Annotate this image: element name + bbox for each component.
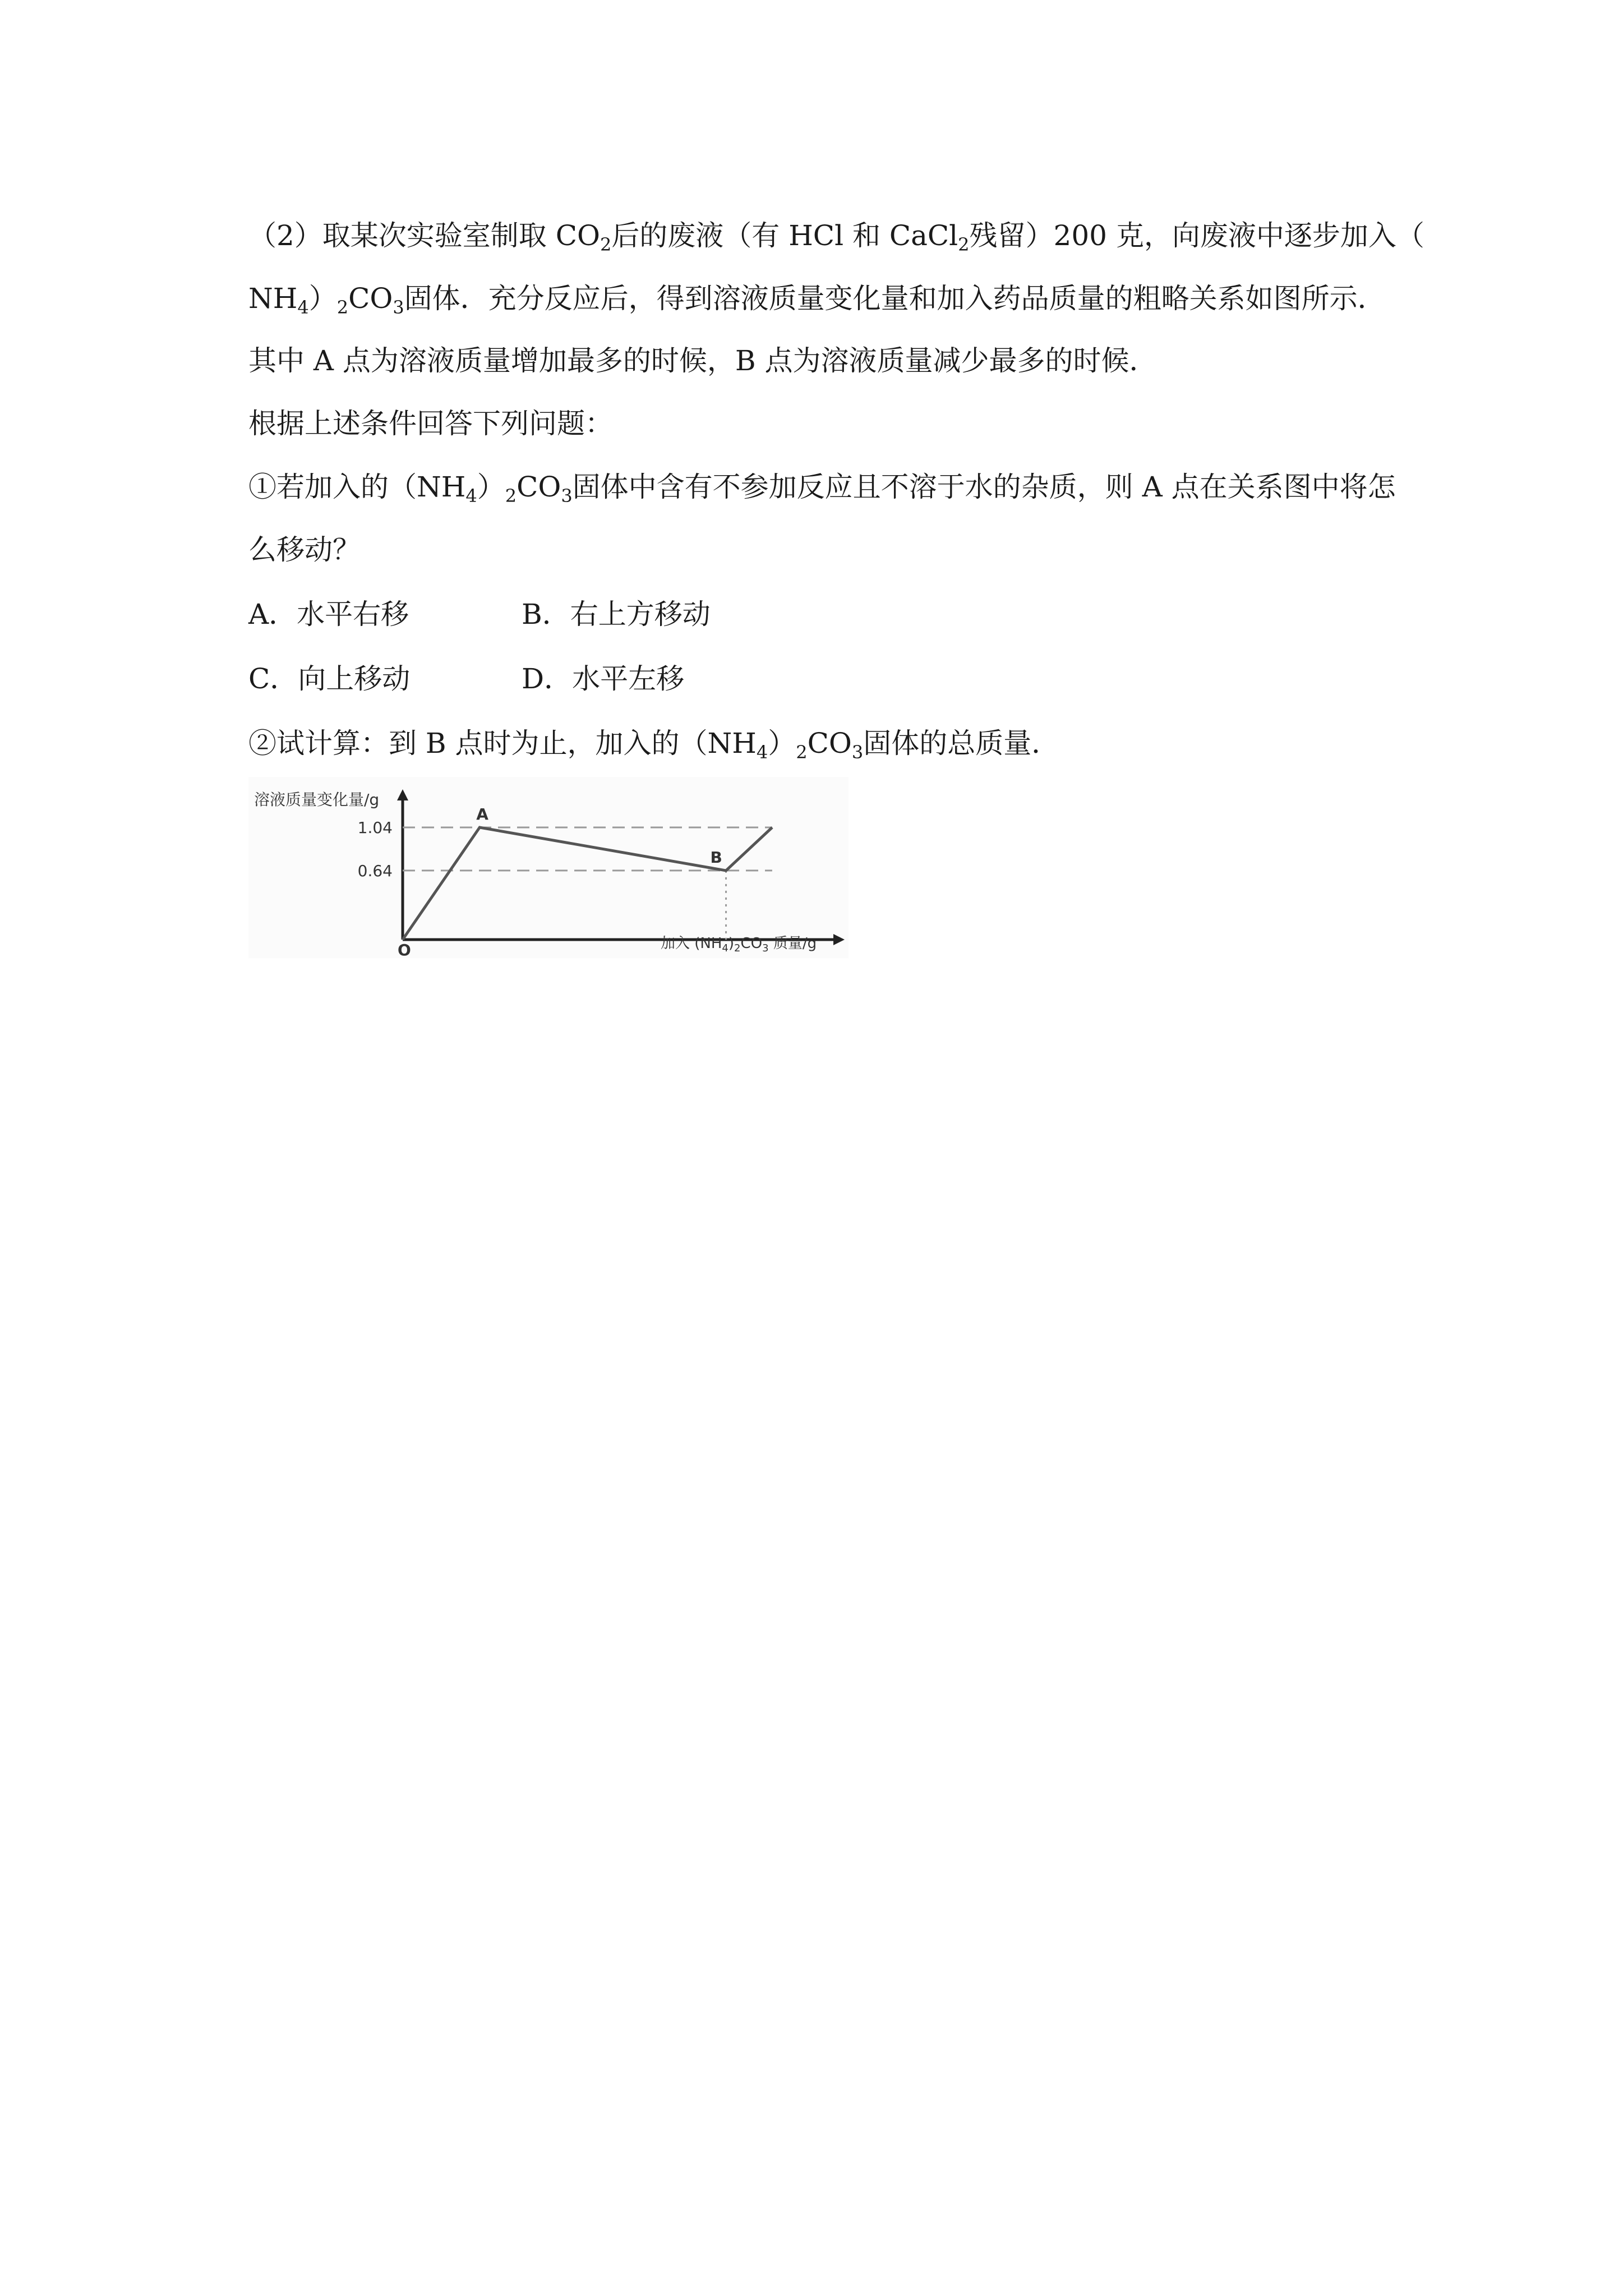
x-axis-label-part: 加入 (NH <box>661 935 722 952</box>
text-span: 固体的总质量． <box>863 727 1060 760</box>
subscript: 2 <box>958 234 970 255</box>
text-span: 固体．充分反应后，得到溶液质量变化量和加入药品质量的粗略关系如图所示． <box>404 282 1386 315</box>
x-axis-label-subscript: 3 <box>762 942 769 954</box>
origin-label: O <box>398 941 411 958</box>
question-1-line-2: 么移动？ <box>248 533 361 566</box>
subscript: 4 <box>756 742 768 763</box>
intro-line-1 <box>248 219 1424 255</box>
question-1-line-1 <box>248 470 1396 507</box>
subscript: 4 <box>465 485 477 507</box>
text-span: 后的废液（有 HCl 和 CaCl <box>611 219 958 252</box>
x-axis-label-part: 质量/g <box>768 935 817 952</box>
x-axis-label-subscript: 4 <box>722 942 728 954</box>
x-axis-label-part: CO <box>740 935 763 952</box>
subscript: 3 <box>393 297 404 318</box>
choice-b: B．右上方移动 <box>522 598 711 631</box>
text-span: NH <box>248 282 298 315</box>
choice-d: D．水平左移 <box>522 662 685 695</box>
intro-line-3: 其中 A 点为溶液质量增加最多的时候，B 点为溶液质量减少最多的时候． <box>248 344 1158 377</box>
subscript: 2 <box>505 485 517 507</box>
point-label-b: B <box>710 848 722 867</box>
choice-c: C．向上移动 <box>248 662 411 695</box>
subscript: 2 <box>600 234 612 255</box>
text-span: ①若加入的（NH <box>248 471 466 503</box>
text-span: ） <box>768 727 796 760</box>
subscript: 2 <box>796 742 808 763</box>
prompt-line: 根据上述条件回答下列问题： <box>248 407 613 440</box>
text-span: CO <box>807 727 852 760</box>
text-span: 残留）200 克，向废液中逐步加入（ <box>969 219 1424 252</box>
text-span: 固体中含有不参加反应且不溶于水的杂质，则 A 点在关系图中将怎 <box>572 471 1396 503</box>
subscript: 3 <box>561 485 573 507</box>
text-span: CO <box>348 282 393 315</box>
point-label-a: A <box>476 805 488 823</box>
y-axis-label: 溶液质量变化量/g <box>254 790 380 809</box>
y-tick-label: 1.04 <box>357 818 393 837</box>
subscript: 2 <box>336 297 349 318</box>
choice-a: A．水平右移 <box>248 598 409 631</box>
text-span: ） <box>477 471 505 503</box>
subscript: 4 <box>297 297 309 318</box>
x-axis-label-subscript: 2 <box>734 942 741 954</box>
text-span: （2）取某次实验室制取 CO <box>248 219 600 252</box>
mass-change-chart <box>248 777 849 958</box>
text-span: ②试计算：到 B 点时为止，加入的（NH <box>248 727 757 760</box>
text-span: ） <box>308 282 337 315</box>
intro-line-2 <box>248 282 1387 318</box>
y-tick-label: 0.64 <box>357 861 393 880</box>
text-span: CO <box>517 471 561 503</box>
chart-svg <box>248 777 849 958</box>
subscript: 3 <box>851 742 864 763</box>
question-2-line <box>248 726 1387 763</box>
x-axis-label-part: ) <box>728 935 735 952</box>
